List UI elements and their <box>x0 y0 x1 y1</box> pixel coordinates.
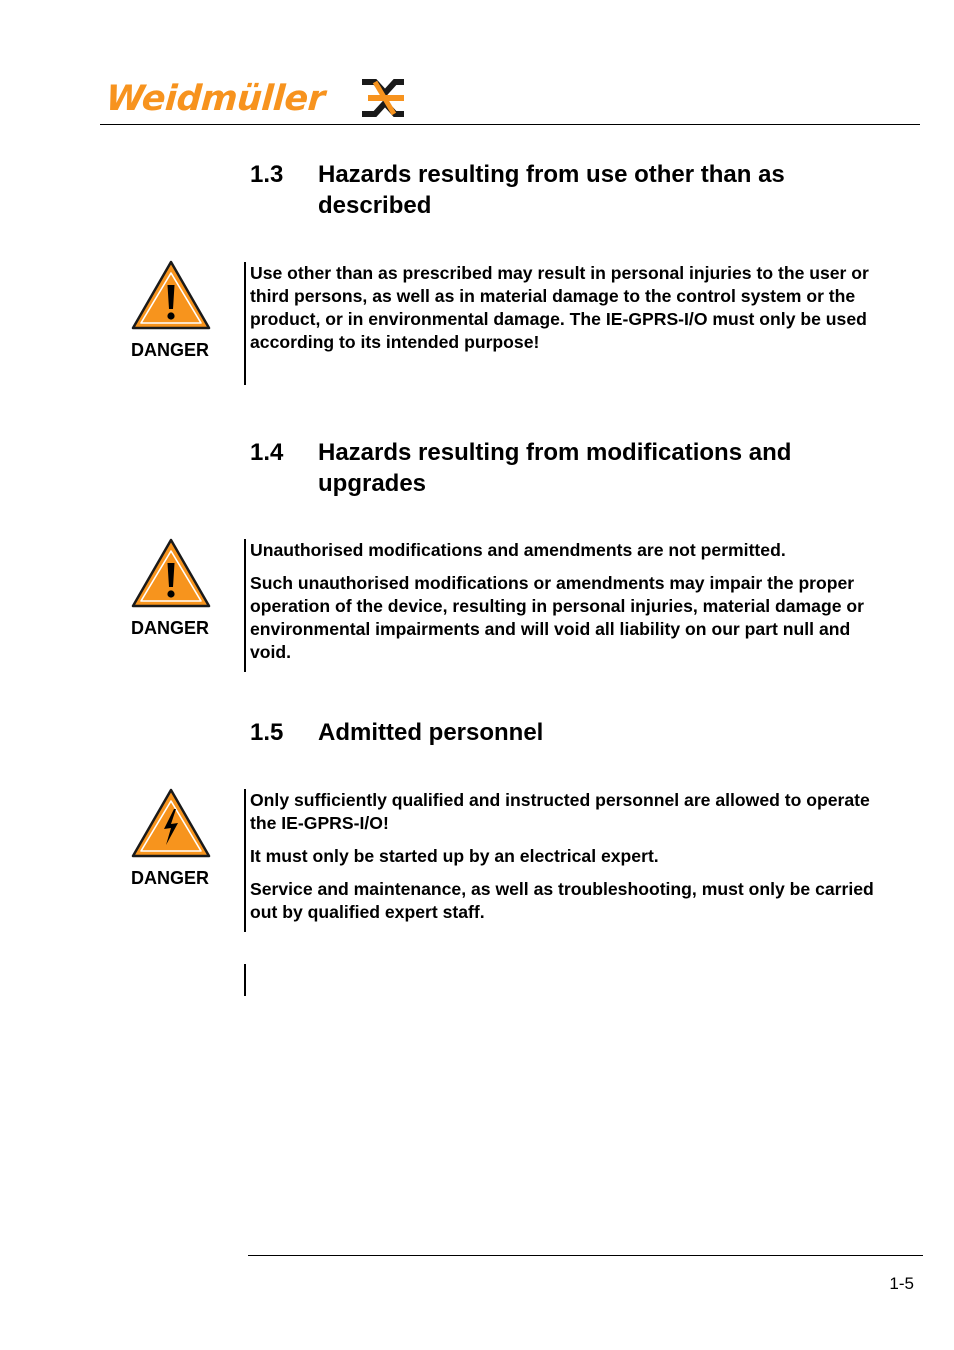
warning-paragraph: Unauthorised modifications and amendments are not permitted. <box>250 540 786 560</box>
danger-label: DANGER <box>130 618 209 638</box>
footer-rule <box>248 1255 923 1256</box>
warning-text <box>250 789 880 934</box>
section-heading-1-3 <box>250 159 890 221</box>
warning-paragraph: Service and maintenance, as well as troubleshooting, must only be carried out by qualified expert staff. <box>250 879 874 922</box>
trailing-side-bar <box>244 964 246 996</box>
warning-text <box>250 539 880 674</box>
danger-label: DANGER <box>130 868 209 888</box>
exclamation-warning-triangle-icon <box>131 537 211 609</box>
warning-paragraph: It must only be started up by an electrical expert. <box>250 846 659 866</box>
warning-paragraph: Only sufficiently qualified and instructed personnel are allowed to operate the IE-GPRS-I/O! <box>250 790 870 833</box>
electrical-hazard-triangle-icon <box>131 787 211 859</box>
danger-label: DANGER <box>130 340 209 360</box>
section-number: 1.4 <box>250 439 284 466</box>
weidmuller-cross-mark-icon <box>360 77 406 119</box>
warning-text <box>250 262 880 364</box>
section-heading-1-4 <box>250 437 890 499</box>
section-title: Admitted personnel <box>318 719 544 746</box>
page-number: 1-5 <box>889 1274 914 1293</box>
weidmuller-logo <box>106 76 325 122</box>
header-rule <box>100 124 920 125</box>
exclamation-warning-triangle-icon <box>131 259 211 331</box>
warning-side-bar <box>244 539 246 672</box>
section-number: 1.5 <box>250 719 284 746</box>
section-title: Hazards resulting from use other than as described <box>318 161 785 219</box>
section-title: Hazards resulting from modifications and upgrades <box>318 439 792 497</box>
brand-name: Weidmüller <box>104 79 326 119</box>
warning-side-bar <box>244 789 246 932</box>
warning-paragraph: Use other than as prescribed may result in personal injuries to the user or third persons, as well as in material damage to the control system or the product, or in environmental damage. The IE-GPRS-I/O must only be used according to its intended purpose! <box>250 263 869 352</box>
section-heading-1-5 <box>250 717 890 748</box>
section-number: 1.3 <box>250 161 284 188</box>
warning-side-bar <box>244 262 246 385</box>
warning-paragraph: Such unauthorised modifications or amendments may impair the proper operation of the device, resulting in personal injuries, material damage or environmental impairments and will void all liability on our part null and void. <box>250 573 864 662</box>
